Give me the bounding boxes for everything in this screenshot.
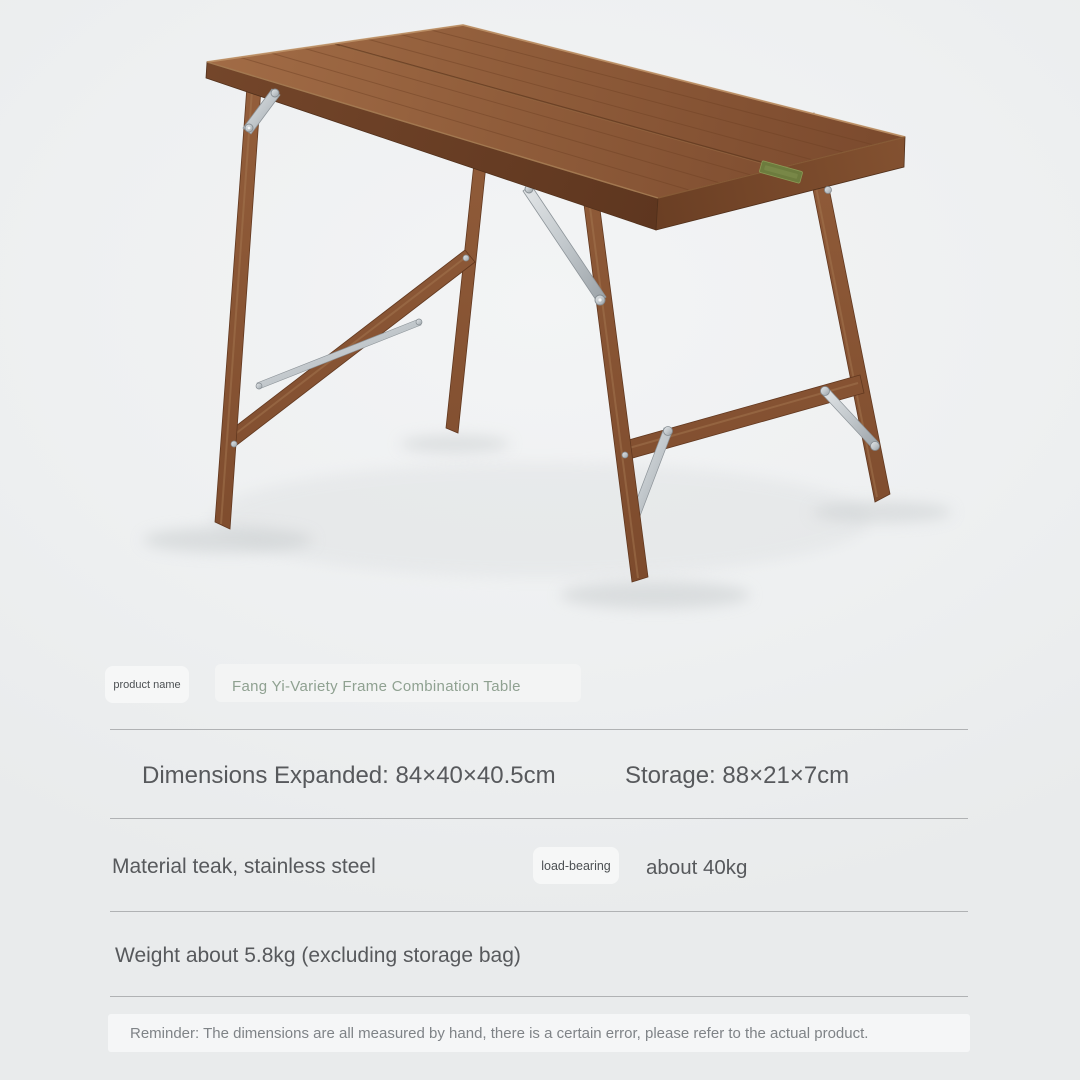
steel-bolt-left-stretcher xyxy=(463,255,469,261)
tabletop xyxy=(206,25,905,230)
spec-load-bearing-value: about 40kg xyxy=(646,856,748,879)
product-name-label xyxy=(105,666,189,703)
divider-4 xyxy=(110,996,968,997)
spec-dimensions-expanded: Dimensions Expanded: 84×40×40.5cm xyxy=(142,762,556,789)
divider-2 xyxy=(110,818,968,819)
spec-material: Material teak, stainless steel xyxy=(112,855,376,878)
divider-3 xyxy=(110,911,968,912)
spec-dimensions-storage: Storage: 88×21×7cm xyxy=(625,762,850,789)
steel-rod-left xyxy=(256,319,422,389)
spec-load-bearing-label xyxy=(533,847,619,884)
table-leg-back-left xyxy=(446,163,486,433)
table-leg-front-left xyxy=(215,86,261,529)
product-name-value: Fang Yi-Variety Frame Combination Table xyxy=(232,678,521,695)
steel-bolt-right xyxy=(825,187,832,194)
reminder-bar xyxy=(108,1014,970,1052)
divider-1 xyxy=(110,729,968,730)
reminder-text: Reminder: The dimensions are all measured by hand, there is a certain error, please refer to the actual product. xyxy=(130,1024,869,1042)
spec-load-bearing-label-text: load-bearing xyxy=(541,858,611,873)
product-name-label-text: product name xyxy=(113,678,181,691)
spec-weight: Weight about 5.8kg (excluding storage bag) xyxy=(115,944,521,967)
floor-shadows xyxy=(143,435,952,609)
